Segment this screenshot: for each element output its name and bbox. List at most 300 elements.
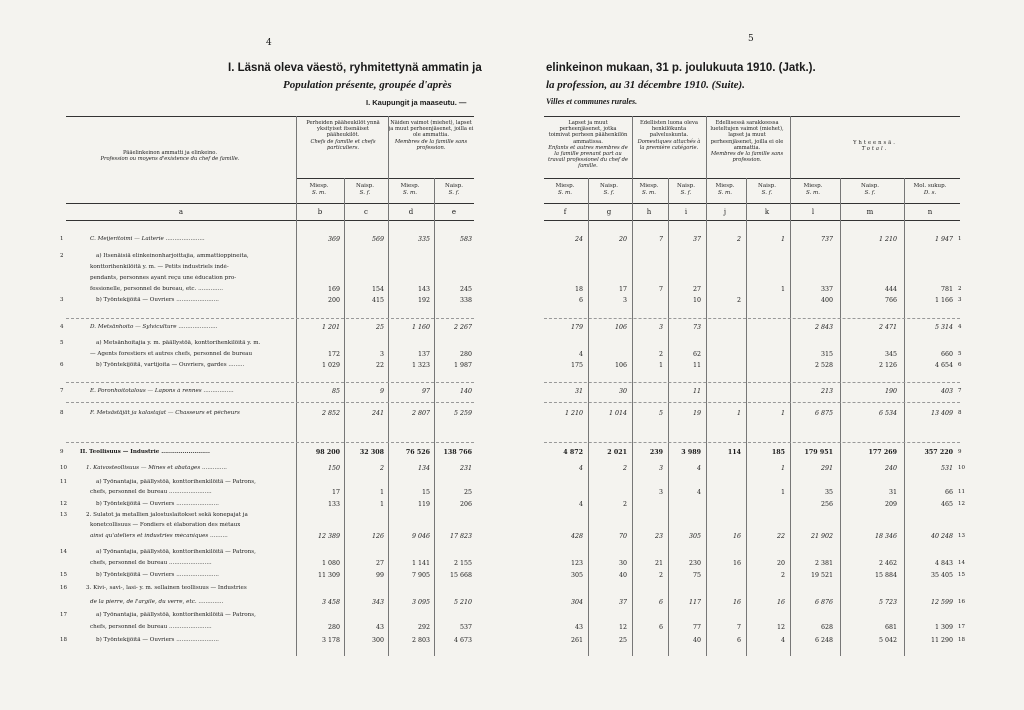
table-cell: 192: [417, 297, 430, 304]
row-number: 16: [60, 585, 67, 591]
row-number: 7: [958, 388, 962, 394]
table-cell: 200: [327, 297, 340, 304]
row-number: 1: [958, 236, 962, 242]
row-label: a) Työnantajia, päällystöä, konttorihenkilöitä — Patrons,: [96, 549, 256, 555]
table-cell: 17: [618, 286, 627, 293]
row-label: F. Metsästäjät ja kalastajat — Chasseurs et pêcheurs: [90, 410, 240, 416]
table-cell: 134: [417, 465, 430, 472]
row-label: ainsi qu'ateliers et industries mécaniques ..........: [90, 533, 228, 539]
table-cell: 569: [371, 236, 384, 243]
table-cell: 85: [331, 388, 340, 395]
table-cell: 133: [327, 501, 340, 508]
table-cell: 18: [574, 286, 583, 293]
sub-header-label-fr: S. m.: [717, 190, 733, 196]
table-cell: 43: [375, 624, 384, 631]
table-cell: 77: [692, 624, 701, 631]
column-letter: c: [364, 208, 368, 216]
sub-header-cell: [632, 183, 666, 197]
table-cell: 62: [692, 351, 701, 358]
column-letter: j: [723, 208, 727, 216]
table-cell: 2: [658, 351, 663, 358]
sub-header-cell: [388, 183, 432, 197]
sub-header-label: Mol. sukup.: [913, 183, 947, 189]
sub-header-cell: [344, 183, 386, 197]
table-cell: 19 521: [810, 572, 833, 579]
sub-header-label: Naisp.: [600, 183, 618, 189]
row-label: C. Meijeritoimi — Laiterie ......................: [90, 236, 205, 242]
sub-header-cell: [904, 183, 956, 197]
table-cell: 4: [780, 637, 785, 644]
table-cell: 98 200: [315, 449, 340, 456]
row-label: D. Metsänhoito — Sylviculture ......................: [90, 324, 218, 330]
table-cell: 70: [618, 533, 627, 540]
page-title-right: elinkeinon mukaan, 31 p. joulukuuta 1910. (Jatk.).: [546, 62, 816, 74]
table-cell: 6: [658, 624, 663, 631]
section-subtitle-left: I. Kaupungit ja maaseutu. —: [366, 98, 467, 107]
table-cell: 73: [692, 324, 701, 331]
table-cell: 16: [732, 599, 741, 606]
table-cell: 304: [570, 599, 583, 606]
table-cell: 6: [578, 297, 583, 304]
table-cell: 114: [727, 449, 741, 456]
sub-header-label-fr: D. s.: [923, 190, 937, 196]
table-cell: 4 843: [934, 560, 953, 567]
table-cell: 1 987: [453, 362, 472, 369]
sub-header-cell: [840, 183, 900, 197]
table-cell: 1 947: [934, 236, 953, 243]
table-cell: 369: [327, 236, 340, 243]
table-cell: 335: [417, 236, 430, 243]
table-cell: 140: [459, 388, 472, 395]
table-cell: 21 902: [810, 533, 833, 540]
row-label: konttorihenkilöitä y. m. — Petits industriels indé-: [90, 264, 229, 270]
table-cell: 5 210: [453, 599, 472, 606]
row-label: a) Työnantajia, päällystöä, konttorihenkilöitä — Patrons,: [96, 479, 256, 485]
row-label: de la pierre, de l'argile, du verre, etc. ..............: [90, 599, 224, 605]
table-cell: 428: [570, 533, 583, 540]
table-cell: 172: [327, 351, 340, 358]
table-cell: 17 823: [449, 533, 472, 540]
table-cell: 5 723: [878, 599, 897, 606]
table-cell: 6 248: [814, 637, 833, 644]
table-cell: 4 673: [453, 637, 472, 644]
table-cell: 2 807: [411, 410, 430, 417]
table-cell: 1: [780, 236, 785, 243]
column-header-chefs: Perheiden pääheukilöt ynnä yksityiset itsenäiset pääheukilöt. Chefs de famille et chefs particuliers.: [306, 120, 380, 151]
table-cell: 16: [776, 599, 785, 606]
row-label: fessionelle, personnel de bureau, etc. ..............: [90, 286, 223, 292]
table-cell: 5: [658, 410, 663, 417]
row-number: 2: [60, 253, 64, 259]
column-letter: e: [451, 208, 457, 216]
table-cell: 241: [371, 410, 384, 417]
table-cell: 37: [692, 236, 701, 243]
table-cell: 76 526: [405, 449, 430, 456]
row-number: 13: [60, 512, 67, 518]
table-cell: 1: [736, 410, 741, 417]
sub-header-label: Naisp.: [356, 183, 374, 189]
row-number: 2: [958, 286, 962, 292]
section-divider: [544, 402, 960, 403]
sub-header-label-fr: S. m.: [311, 190, 327, 196]
table-cell: 175: [570, 362, 583, 369]
table-cell: 206: [459, 501, 472, 508]
row-label: 2. Sulatot ja metallien jalostuslaitokset sekä konepajat ja: [86, 512, 248, 518]
sub-header-label: Miesp.: [803, 183, 823, 189]
row-number: 9: [958, 449, 962, 455]
row-number: 11: [60, 479, 67, 485]
section-divider: [544, 382, 960, 383]
column-letter: k: [764, 208, 770, 216]
table-cell: 35 405: [930, 572, 953, 579]
table-cell: 13 409: [930, 410, 953, 417]
table-cell: 6: [658, 599, 663, 606]
sub-header-label: Naisp.: [758, 183, 776, 189]
column-header-domestic-members: Edellisessä sarakkeessa lueteltujen vaimot (miehet), lapset ja muut perheenjäsenet, joilla ei ole ammattia. Membres de la famille sans profession.: [710, 120, 784, 164]
table-cell: 12: [618, 624, 627, 631]
table-cell: 531: [940, 465, 953, 472]
table-cell: 137: [417, 351, 430, 358]
table-cell: 11 290: [930, 637, 953, 644]
table-cell: 4 872: [563, 449, 583, 456]
table-cell: 1 210: [564, 410, 583, 417]
table-cell: 1 309: [934, 624, 953, 631]
table-cell: 24: [574, 236, 583, 243]
sub-header-cell: [668, 183, 704, 197]
table-cell: 315: [820, 351, 833, 358]
table-cell: 99: [375, 572, 384, 579]
sub-header-cell: [544, 183, 586, 197]
table-cell: 240: [884, 465, 897, 472]
row-label: b) Työntekijöitä, vartijoita — Ouvriers, gardes .........: [96, 362, 245, 368]
table-cell: 75: [692, 572, 701, 579]
table-cell: 143: [417, 286, 430, 293]
table-cell: 31: [574, 388, 583, 395]
row-number: 3: [60, 297, 64, 303]
table-cell: 3 178: [321, 637, 340, 644]
row-number: 7: [60, 388, 64, 394]
column-letter: i: [684, 208, 688, 216]
table-cell: 660: [940, 351, 953, 358]
sub-header-cell: [296, 183, 342, 197]
table-cell: 681: [884, 624, 897, 631]
section-divider: [544, 318, 960, 319]
table-cell: 2: [622, 465, 627, 472]
row-label: b) Työntekijöitä — Ouvriers ........................: [96, 501, 219, 507]
table-cell: 766: [884, 297, 897, 304]
sub-header-cell: [434, 183, 474, 197]
page-number-left: 4: [266, 38, 272, 48]
sub-header-cell: [790, 183, 836, 197]
table-cell: 179 951: [804, 449, 833, 456]
row-label: b) Työntekijöitä — Ouvriers ........................: [96, 572, 219, 578]
table-cell: 31: [888, 489, 897, 496]
column-letter: b: [317, 208, 323, 216]
table-cell: 6 534: [878, 410, 897, 417]
page-subtitle-right: la profession, au 31 décembre 1910. (Suite).: [546, 79, 745, 91]
table-cell: 1: [780, 286, 785, 293]
section-divider: [66, 318, 474, 319]
section-divider: [66, 382, 474, 383]
table-cell: 138 766: [443, 449, 472, 456]
table-cell: 12: [776, 624, 785, 631]
table-cell: 4: [578, 501, 583, 508]
column-header-members: Näiden vaimot (miehet), lapset ja muut perheenjäsenet, joilla ei ole ammattia. Membres de la famille sans profession.: [388, 120, 474, 151]
column-letter: g: [606, 208, 612, 216]
column-header-children: Lapset ja muut perheenjäsenet, jotka toimivat perheen päähenkilön ammatissa. Enfants et autres membres de la famille prenant part au travail professionel du chef de famille.: [548, 120, 628, 170]
row-number: 5: [60, 340, 64, 346]
table-cell: 20: [776, 560, 785, 567]
section-divider: [66, 402, 474, 403]
row-label: a) Metsänhoitajia y. m. päällystöä, konttorihenkilöitä y. m.: [96, 340, 261, 346]
sub-header-cell: [588, 183, 630, 197]
table-cell: 30: [618, 388, 627, 395]
table-cell: 150: [327, 465, 340, 472]
row-label: chefs, personnel de bureau ........................: [90, 624, 212, 630]
row-number: 10: [958, 465, 965, 471]
row-number: 17: [60, 612, 67, 618]
table-cell: 3 458: [321, 599, 340, 606]
row-number: 3: [958, 297, 962, 303]
table-cell: 16: [732, 560, 741, 567]
table-cell: 1 014: [608, 410, 627, 417]
table-cell: 256: [820, 501, 833, 508]
table-cell: 3: [658, 324, 663, 331]
table-cell: 1: [780, 489, 785, 496]
table-cell: 32 308: [359, 449, 384, 456]
sub-header-label-fr: S. f.: [864, 190, 876, 196]
table-cell: 4: [696, 465, 701, 472]
column-header-total: Yhteensä. Total.: [853, 140, 897, 153]
table-cell: 1 080: [321, 560, 340, 567]
table-cell: 2: [736, 297, 741, 304]
column-letter: n: [927, 208, 933, 216]
table-cell: 18 346: [874, 533, 897, 540]
table-cell: 2 126: [878, 362, 897, 369]
table-cell: 4: [578, 465, 583, 472]
table-cell: 1: [780, 410, 785, 417]
table-cell: 628: [820, 624, 833, 631]
row-number: 8: [958, 410, 962, 416]
sub-header-label-fr: S. f.: [761, 190, 773, 196]
sub-header-label-fr: S. f.: [448, 190, 460, 196]
table-cell: 3 095: [411, 599, 430, 606]
table-cell: 19: [692, 410, 701, 417]
table-cell: 66: [944, 489, 953, 496]
table-cell: 7: [658, 236, 663, 243]
table-cell: 123: [570, 560, 583, 567]
table-cell: 400: [820, 297, 833, 304]
table-cell: 5 042: [878, 637, 897, 644]
table-cell: 97: [421, 388, 430, 395]
table-cell: 781: [940, 286, 953, 293]
row-number: 9: [60, 449, 64, 455]
table-cell: 12 389: [317, 533, 340, 540]
table-cell: 737: [820, 236, 833, 243]
table-cell: 3: [379, 351, 384, 358]
table-cell: 30: [618, 560, 627, 567]
row-label: a) Työnantajia, päällystöä, konttorihenkilöitä — Patrons,: [96, 612, 256, 618]
table-cell: 126: [371, 533, 384, 540]
row-label: chefs, personnel de bureau ........................: [90, 489, 212, 495]
table-cell: 3 989: [681, 449, 701, 456]
table-cell: 261: [570, 637, 583, 644]
table-cell: 7 905: [411, 572, 430, 579]
table-cell: 11: [692, 362, 701, 369]
table-cell: 40: [618, 572, 627, 579]
sub-header-label-fr: S. m.: [402, 190, 418, 196]
table-cell: 20: [618, 236, 627, 243]
table-cell: 2 155: [453, 560, 472, 567]
table-cell: 465: [940, 501, 953, 508]
table-cell: 17: [331, 489, 340, 496]
table-cell: 22: [776, 533, 785, 540]
table-cell: 1: [379, 489, 384, 496]
table-cell: 11: [692, 388, 701, 395]
table-cell: 305: [570, 572, 583, 579]
table-cell: 3: [622, 297, 627, 304]
table-cell: 2 267: [453, 324, 472, 331]
table-cell: 40 248: [930, 533, 953, 540]
table-cell: 2 471: [878, 324, 897, 331]
table-cell: 245: [459, 286, 472, 293]
table-cell: 1 201: [321, 324, 340, 331]
column-header-main: Pääelinkeinon ammatti ja elinkeino. Profession ou moyens d'existence du chef de famille.: [100, 150, 240, 163]
table-cell: 7: [736, 624, 741, 631]
table-cell: 583: [459, 236, 472, 243]
row-number: 18: [60, 637, 67, 643]
table-cell: 27: [375, 560, 384, 567]
row-label: 1. Kaivosteollisuus — Mines et abatages ..............: [86, 465, 227, 471]
sub-header-label: Miesp.: [309, 183, 329, 189]
row-number: 14: [60, 549, 67, 555]
section-subtitle-right: Villes et communes rurales.: [546, 97, 638, 106]
table-cell: 2 852: [321, 410, 340, 417]
table-cell: 444: [884, 286, 897, 293]
table-cell: 357 220: [924, 449, 953, 456]
section-divider: [66, 442, 474, 443]
table-cell: 106: [614, 324, 627, 331]
row-number: 4: [60, 324, 64, 330]
table-cell: 1 029: [321, 362, 340, 369]
table-cell: 6 876: [814, 599, 833, 606]
sub-header-label-fr: S. f.: [603, 190, 615, 196]
table-cell: 2 803: [411, 637, 430, 644]
table-cell: 305: [688, 533, 701, 540]
table-cell: 25: [375, 324, 384, 331]
row-number: 12: [60, 501, 67, 507]
page-title-left: I. Läsnä oleva väestö, ryhmitettynä ammatin ja: [228, 62, 482, 74]
row-number: 11: [958, 489, 965, 495]
row-label: II. Teollisuus — Industrie .........................: [80, 449, 210, 455]
table-cell: 1: [379, 501, 384, 508]
row-label: b) Työntekijöitä — Ouvriers ........................: [96, 637, 219, 643]
table-cell: 5 314: [934, 324, 953, 331]
row-number: 17: [958, 624, 965, 630]
table-cell: 22: [375, 362, 384, 369]
table-cell: 537: [459, 624, 472, 631]
table-cell: 403: [940, 388, 953, 395]
row-label: — Agents forestiers et autres chefs, personnel de bureau: [90, 351, 253, 357]
sub-header-cell: [706, 183, 744, 197]
row-label: konetcollisuus — Fondiers et élaboration des métaux: [90, 522, 241, 528]
table-cell: 2 528: [814, 362, 833, 369]
table-cell: 35: [824, 489, 833, 496]
table-cell: 2: [736, 236, 741, 243]
table-cell: 239: [649, 449, 663, 456]
row-number: 6: [958, 362, 962, 368]
table-cell: 337: [820, 286, 833, 293]
row-number: 15: [60, 572, 67, 578]
table-cell: 213: [820, 388, 833, 395]
sub-header-label: Naisp.: [445, 183, 463, 189]
sub-header-label: Miesp.: [555, 183, 575, 189]
row-label: a) Itsenäisiä elinkeinonharjoittajia, ammattioppineita,: [96, 253, 249, 259]
table-cell: 154: [371, 286, 384, 293]
table-cell: 1 323: [411, 362, 430, 369]
table-cell: 3: [658, 465, 663, 472]
table-cell: 1 141: [411, 560, 430, 567]
table-cell: 4: [578, 351, 583, 358]
table-cell: 209: [884, 501, 897, 508]
table-cell: 15 668: [449, 572, 472, 579]
row-label: 3. Kivi-, savi-, lasi- y. m. sellainen teollisuus — Industries: [86, 585, 247, 591]
table-cell: 230: [688, 560, 701, 567]
table-cell: 338: [459, 297, 472, 304]
table-cell: 280: [327, 624, 340, 631]
sub-header-label: Naisp.: [861, 183, 879, 189]
row-number: 18: [958, 637, 965, 643]
table-cell: 1: [780, 465, 785, 472]
table-cell: 2 381: [814, 560, 833, 567]
table-cell: 9: [379, 388, 384, 395]
sub-header-cell: [746, 183, 788, 197]
table-cell: 25: [463, 489, 472, 496]
row-number: 8: [60, 410, 64, 416]
row-number: 10: [60, 465, 67, 471]
table-cell: 43: [574, 624, 583, 631]
table-cell: 15 884: [874, 572, 897, 579]
table-cell: 231: [459, 465, 472, 472]
table-cell: 177 269: [868, 449, 897, 456]
row-number: 15: [958, 572, 965, 578]
table-cell: 190: [884, 388, 897, 395]
table-cell: 169: [327, 286, 340, 293]
sub-header-label: Naisp.: [677, 183, 695, 189]
column-letter: a: [178, 208, 184, 216]
table-cell: 3: [658, 489, 663, 496]
table-cell: 415: [371, 297, 384, 304]
page-number-right: 5: [748, 34, 754, 44]
sub-header-label: Miesp.: [639, 183, 659, 189]
table-cell: 37: [618, 599, 627, 606]
table-cell: 10: [692, 297, 701, 304]
table-cell: 16: [732, 533, 741, 540]
row-number: 14: [958, 560, 965, 566]
table-cell: 292: [417, 624, 430, 631]
table-cell: 4: [696, 489, 701, 496]
row-number: 13: [958, 533, 965, 539]
column-letter: l: [811, 208, 815, 216]
table-cell: 185: [771, 449, 785, 456]
table-cell: 7: [658, 286, 663, 293]
row-number: 6: [60, 362, 64, 368]
table-cell: 106: [614, 362, 627, 369]
sub-header-label: Miesp.: [715, 183, 735, 189]
table-cell: 179: [570, 324, 583, 331]
column-letter: m: [866, 208, 874, 216]
sub-header-label: Miesp.: [400, 183, 420, 189]
